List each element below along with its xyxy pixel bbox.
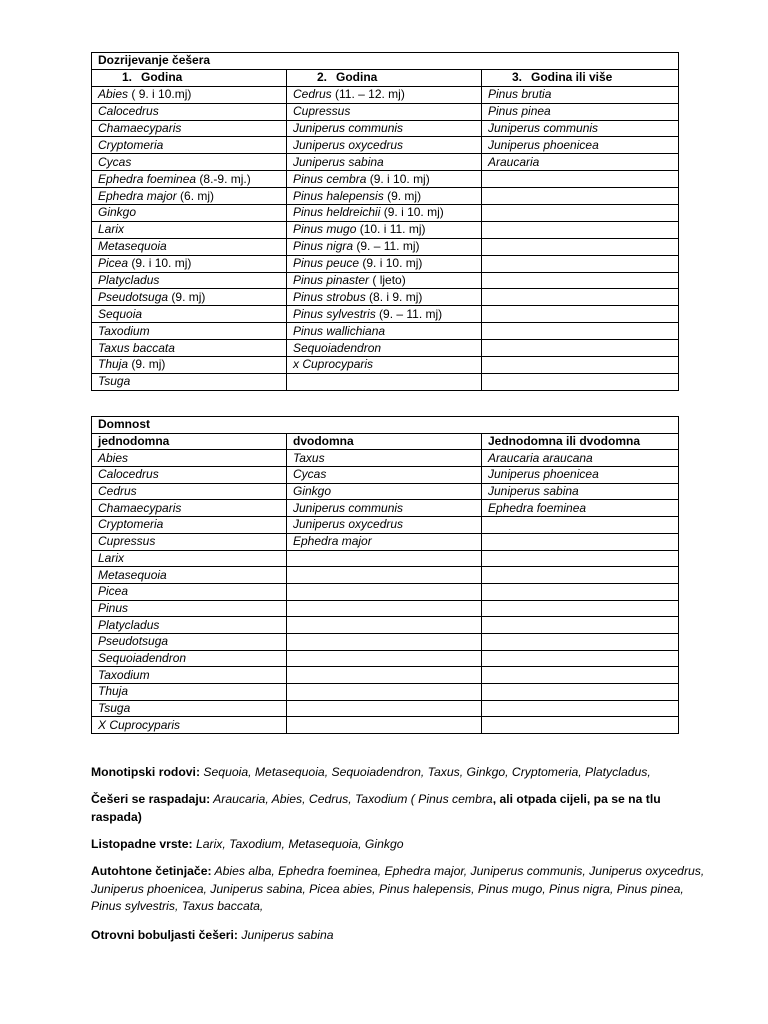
species-name: Araucaria bbox=[488, 154, 540, 169]
table-row bbox=[92, 221, 679, 238]
table-row bbox=[92, 120, 679, 137]
table-cell bbox=[92, 221, 287, 238]
note-monotypic-genera bbox=[91, 764, 711, 782]
species-name: Cupressus bbox=[293, 104, 351, 119]
species-name: Pinus mugo bbox=[293, 222, 357, 237]
table-cell bbox=[287, 667, 482, 684]
table-cell bbox=[287, 221, 482, 238]
species-name: Platycladus bbox=[98, 273, 160, 288]
table-row bbox=[92, 103, 679, 120]
table-cell: Larix bbox=[92, 550, 287, 567]
table-cell bbox=[92, 373, 287, 390]
note-text: Juniperus sabina bbox=[237, 928, 334, 942]
table-cell: Cycas bbox=[287, 467, 482, 484]
maturation-month: ( ljeto) bbox=[369, 273, 406, 288]
table-cell bbox=[482, 667, 679, 684]
table-cell: Abies bbox=[92, 450, 287, 467]
table-cell: Taxus bbox=[287, 450, 482, 467]
table-row bbox=[92, 684, 679, 701]
maturation-month: (9. i 10. mj) bbox=[366, 171, 430, 186]
table-cell bbox=[482, 650, 679, 667]
species-name: Metasequoia bbox=[98, 239, 167, 254]
species-name: Taxus baccata bbox=[98, 340, 175, 355]
species-name: Ginkgo bbox=[98, 205, 137, 220]
table-row bbox=[92, 323, 679, 340]
note-poisonous-cones bbox=[91, 927, 711, 945]
note-deciduous-species bbox=[91, 836, 711, 854]
maturation-month: ( 9. i 10.mj) bbox=[128, 87, 192, 102]
table-cell bbox=[287, 289, 482, 306]
note-label: Listopadne vrste: bbox=[91, 837, 193, 851]
table-cell bbox=[92, 289, 287, 306]
table-cell bbox=[482, 86, 679, 103]
table-row bbox=[92, 137, 679, 154]
table-cell bbox=[287, 205, 482, 222]
table-cell bbox=[287, 717, 482, 734]
header-number: 2. bbox=[317, 70, 328, 85]
table-cell bbox=[287, 103, 482, 120]
table-row bbox=[92, 583, 679, 600]
table-cell bbox=[287, 154, 482, 171]
table-cell bbox=[287, 137, 482, 154]
table-cell bbox=[482, 188, 679, 205]
table-cell bbox=[287, 617, 482, 634]
table-cell bbox=[482, 583, 679, 600]
species-name: Sequoia bbox=[98, 306, 143, 321]
table-cell bbox=[482, 154, 679, 171]
species-name: Thuja bbox=[98, 357, 129, 372]
header-label: Godina ili više bbox=[531, 70, 613, 85]
header-label: Godina bbox=[336, 70, 378, 85]
table-cell bbox=[482, 137, 679, 154]
table-title-row bbox=[92, 417, 679, 434]
table-cell bbox=[482, 684, 679, 701]
note-label: Otrovni bobuljasti češeri: bbox=[91, 928, 238, 942]
column-header-mixed: Jednodomna ili dvodomna bbox=[482, 433, 679, 450]
table-row bbox=[92, 205, 679, 222]
note-text-tail: , ali otpada cijeli, pa se na tlu raspada) bbox=[91, 792, 661, 824]
table-cell: Juniperus oxycedrus bbox=[287, 517, 482, 534]
table-cell: Ephedra major bbox=[287, 533, 482, 550]
table-cell bbox=[92, 103, 287, 120]
species-name: Cedrus bbox=[293, 87, 332, 102]
note-text: Araucaria, Abies, Cedrus, Taxodium ( Pinus cembra bbox=[210, 792, 493, 806]
table-cell bbox=[482, 373, 679, 390]
species-name: Calocedrus bbox=[98, 104, 159, 119]
species-name: Larix bbox=[98, 222, 125, 237]
species-name: Pseudotsuga bbox=[98, 289, 169, 304]
maturation-month: (9. i 10. mj) bbox=[380, 205, 444, 220]
table-cell: Platycladus bbox=[92, 617, 287, 634]
table-cell: Cryptomeria bbox=[92, 517, 287, 534]
table-cell bbox=[482, 533, 679, 550]
table-cell bbox=[92, 306, 287, 323]
table-title-row bbox=[92, 53, 679, 70]
species-name: Juniperus phoenicea bbox=[488, 137, 599, 152]
column-header-monoecious: jednodomna bbox=[92, 433, 287, 450]
header-number: 1. bbox=[122, 70, 133, 85]
table-cell bbox=[92, 171, 287, 188]
table-cell bbox=[482, 289, 679, 306]
table-row bbox=[92, 550, 679, 567]
table-cell bbox=[287, 357, 482, 374]
species-name: Pinus heldreichii bbox=[293, 205, 381, 220]
table-header-row bbox=[92, 69, 679, 86]
table-cell: Metasequoia bbox=[92, 567, 287, 584]
note-label: Češeri se raspadaju: bbox=[91, 792, 211, 806]
table-cell bbox=[287, 550, 482, 567]
note-text: Sequoia, Metasequoia, Sequoiadendron, Taxus, Ginkgo, Cryptomeria, Platycladus, bbox=[200, 765, 651, 779]
table-cell bbox=[482, 306, 679, 323]
table-row bbox=[92, 289, 679, 306]
species-name: Cryptomeria bbox=[98, 137, 164, 152]
species-name: Juniperus oxycedrus bbox=[293, 137, 404, 152]
species-name: Juniperus communis bbox=[293, 121, 404, 135]
table-cell bbox=[482, 633, 679, 650]
table-cell: Ephedra foeminea bbox=[482, 500, 679, 517]
table-cell bbox=[287, 171, 482, 188]
table-row bbox=[92, 567, 679, 584]
table-cell bbox=[287, 684, 482, 701]
note-disintegrating-cones bbox=[91, 791, 711, 826]
table-cell: Taxodium bbox=[92, 667, 287, 684]
table-cell bbox=[287, 272, 482, 289]
species-name: Pinus halepensis bbox=[293, 188, 384, 203]
table-row bbox=[92, 340, 679, 357]
table-cell: Pinus bbox=[92, 600, 287, 617]
table-row bbox=[92, 717, 679, 734]
table-cell: Juniperus phoenicea bbox=[482, 467, 679, 484]
header-number: 3. bbox=[512, 70, 523, 85]
table-cell bbox=[92, 154, 287, 171]
table-cell bbox=[92, 238, 287, 255]
table-row bbox=[92, 171, 679, 188]
table-cell bbox=[482, 323, 679, 340]
table-row bbox=[92, 517, 679, 534]
species-name: Pinus wallichiana bbox=[293, 323, 386, 338]
table-cell: Picea bbox=[92, 583, 287, 600]
species-name: Pinus brutia bbox=[488, 87, 552, 102]
table-cell bbox=[92, 357, 287, 374]
table-cell bbox=[482, 600, 679, 617]
table-row bbox=[92, 700, 679, 717]
cone-maturation-title: Dozrijevanje češera bbox=[92, 53, 679, 70]
table-row bbox=[92, 650, 679, 667]
table-cell bbox=[482, 700, 679, 717]
table-cell bbox=[482, 550, 679, 567]
maturation-month: (8. i 9. mj) bbox=[365, 289, 423, 304]
species-name: Pinus sylvestris bbox=[293, 306, 376, 321]
table-row bbox=[92, 667, 679, 684]
maturation-month: (9. – 11. mj) bbox=[375, 306, 443, 321]
species-name: Chamaecyparis bbox=[98, 121, 182, 135]
table-cell bbox=[287, 700, 482, 717]
table-cell bbox=[482, 103, 679, 120]
maturation-month: (10. i 11. mj) bbox=[356, 222, 426, 237]
table-row bbox=[92, 633, 679, 650]
species-name: Sequoiadendron bbox=[293, 340, 382, 355]
table-cell bbox=[287, 188, 482, 205]
maturation-month: (9. i 10. mj) bbox=[359, 256, 423, 271]
table-row bbox=[92, 450, 679, 467]
table-cell bbox=[92, 272, 287, 289]
table-cell bbox=[92, 120, 287, 137]
species-name: Pinus cembra bbox=[293, 171, 367, 186]
table-cell bbox=[287, 306, 482, 323]
table-cell: Calocedrus bbox=[92, 467, 287, 484]
table-cell: Thuja bbox=[92, 684, 287, 701]
table-row bbox=[92, 238, 679, 255]
table-cell: Cedrus bbox=[92, 483, 287, 500]
table-row bbox=[92, 600, 679, 617]
header-label: Godina bbox=[141, 70, 183, 85]
note-label: Autohtone četinjače: bbox=[91, 864, 212, 878]
maturation-month: (8.-9. mj.) bbox=[196, 171, 251, 186]
species-name: Taxodium bbox=[98, 323, 150, 338]
monoecy-table bbox=[91, 416, 679, 734]
table-cell bbox=[92, 188, 287, 205]
table-cell bbox=[287, 120, 482, 137]
table-row bbox=[92, 255, 679, 272]
species-name: Ephedra major bbox=[98, 188, 177, 203]
table-cell: Juniperus sabina bbox=[482, 483, 679, 500]
note-text: Larix, Taxodium, Metasequoia, Ginkgo bbox=[192, 837, 404, 851]
table-cell bbox=[92, 255, 287, 272]
table-cell: Araucaria araucana bbox=[482, 450, 679, 467]
table-cell: Pseudotsuga bbox=[92, 633, 287, 650]
maturation-month: (11. – 12. mj) bbox=[331, 87, 405, 102]
table-row bbox=[92, 500, 679, 517]
note-native-conifers bbox=[91, 863, 711, 916]
table-cell: Ginkgo bbox=[287, 483, 482, 500]
species-name: Pinus strobus bbox=[293, 289, 366, 304]
table-cell: X Cuprocyparis bbox=[92, 717, 287, 734]
cone-maturation-table bbox=[91, 52, 679, 391]
table-cell bbox=[287, 633, 482, 650]
table-cell bbox=[287, 650, 482, 667]
table-cell bbox=[287, 373, 482, 390]
table-cell bbox=[92, 86, 287, 103]
table-cell bbox=[482, 255, 679, 272]
table-cell bbox=[287, 567, 482, 584]
table-cell bbox=[92, 205, 287, 222]
monoecy-title: Domnost bbox=[92, 417, 679, 434]
table-row bbox=[92, 483, 679, 500]
table-header-row bbox=[92, 433, 679, 450]
table-row bbox=[92, 617, 679, 634]
table-cell bbox=[287, 600, 482, 617]
species-name: Juniperus sabina bbox=[293, 154, 384, 169]
table-cell bbox=[287, 583, 482, 600]
species-name: Juniperus communis bbox=[488, 121, 599, 135]
table-cell: Cupressus bbox=[92, 533, 287, 550]
table-cell bbox=[482, 357, 679, 374]
table-row bbox=[92, 467, 679, 484]
column-header-year-3 bbox=[482, 69, 679, 86]
table-cell bbox=[482, 205, 679, 222]
table-row bbox=[92, 86, 679, 103]
species-name: Pinus nigra bbox=[293, 239, 354, 254]
table-cell bbox=[92, 340, 287, 357]
table-cell: Juniperus communis bbox=[287, 500, 482, 517]
table-row bbox=[92, 306, 679, 323]
table-cell: Chamaecyparis bbox=[92, 500, 287, 517]
table-cell: Tsuga bbox=[92, 700, 287, 717]
table-row bbox=[92, 272, 679, 289]
species-name: Abies bbox=[98, 87, 129, 102]
column-header-year-2 bbox=[287, 69, 482, 86]
note-text: Abies alba, Ephedra foeminea, Ephedra major, Juniperus communis, Juniperus oxycedrus, Juniperus phoenicea, Juniperus sabina, Picea abies, Pinus halepensis, Pinus mugo, Pinus nigra, Pinus pinea, Pinus sylvestris, Taxus baccata, bbox=[91, 864, 705, 913]
table-cell bbox=[482, 272, 679, 289]
species-name: Pinus pinea bbox=[488, 104, 551, 119]
species-name: Pinus peuce bbox=[293, 256, 360, 271]
maturation-month: (9. mj) bbox=[168, 289, 206, 304]
table-cell bbox=[287, 238, 482, 255]
species-name: x Cuprocyparis bbox=[293, 357, 374, 372]
maturation-month: (6. mj) bbox=[176, 188, 215, 203]
table-row bbox=[92, 154, 679, 171]
table-row bbox=[92, 357, 679, 374]
table-cell bbox=[482, 617, 679, 634]
table-cell bbox=[287, 340, 482, 357]
column-header-dioecious: dvodomna bbox=[287, 433, 482, 450]
column-header-year-1 bbox=[92, 69, 287, 86]
maturation-month: (9. i 10. mj) bbox=[128, 256, 192, 271]
note-label: Monotipski rodovi: bbox=[91, 765, 201, 779]
table-cell bbox=[482, 171, 679, 188]
table-row bbox=[92, 533, 679, 550]
table-cell bbox=[287, 323, 482, 340]
table-cell bbox=[482, 221, 679, 238]
table-cell bbox=[92, 323, 287, 340]
maturation-month: (9. – 11. mj) bbox=[353, 239, 420, 254]
species-name: Cycas bbox=[98, 154, 132, 169]
table-cell bbox=[482, 238, 679, 255]
species-name: Tsuga bbox=[98, 374, 131, 389]
table-row bbox=[92, 373, 679, 390]
maturation-month: (9. mj) bbox=[128, 357, 166, 372]
species-name: Pinus pinaster bbox=[293, 273, 370, 288]
table-cell bbox=[482, 717, 679, 734]
table-cell: Sequoiadendron bbox=[92, 650, 287, 667]
table-row bbox=[92, 188, 679, 205]
table-cell bbox=[482, 567, 679, 584]
table-cell bbox=[482, 120, 679, 137]
species-name: Ephedra foeminea bbox=[98, 171, 197, 186]
table-cell bbox=[287, 255, 482, 272]
species-name: Picea bbox=[98, 256, 129, 271]
table-cell bbox=[287, 86, 482, 103]
table-cell bbox=[92, 137, 287, 154]
table-cell bbox=[482, 517, 679, 534]
table-cell bbox=[482, 340, 679, 357]
maturation-month: (9. mj) bbox=[383, 188, 422, 203]
